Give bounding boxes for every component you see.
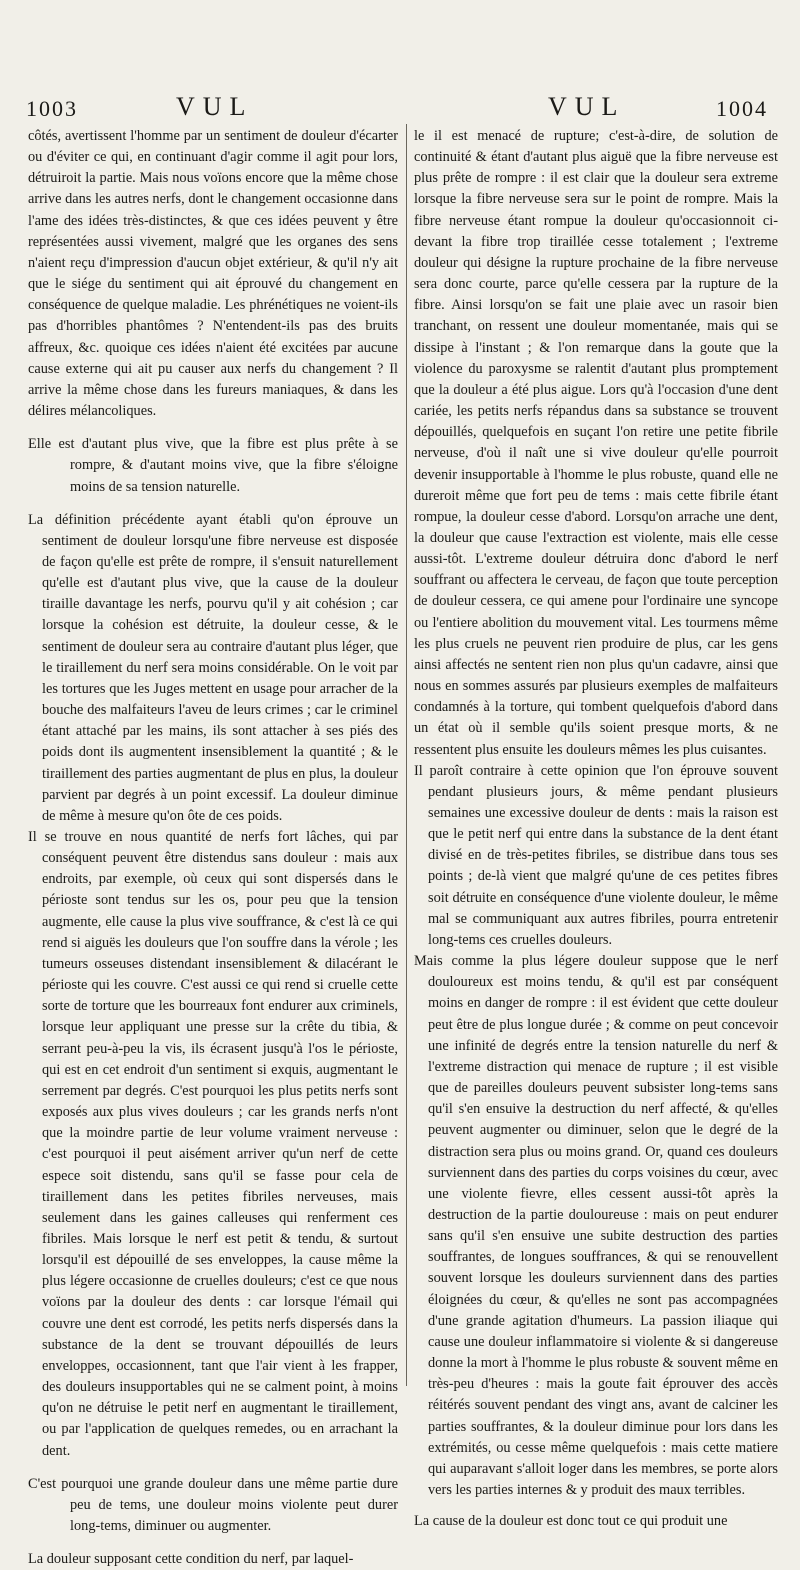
paragraph: côtés, avertissent l'homme par un sentiment de douleur d'écarter ou d'éviter ce qui, en continuant d'agir comme il agit pour lors, détruiroit la partie. Mais nous voïons encore que la même chose arrive dans les autres nerfs, dont le changement occasionne dans l'ame des idées très-distinctes, & que ces idées peuvent y être représentées aussi vivement, malgré que les organes des sens n'aient reçu d'impression d'aucun objet extérieur, & qu'il n'y ait que le siége du sentiment qui ait éprouvé du changement en conséquence de quelque maladie. Les phrénétiques ne voient-ils pas d'horribles phantômes ? N'entendent-ils pas des bruits affreux, &c. quoique ces idées n'aient été excitées par aucune cause externe qui ait pu causer aux nerfs du changement ? Il arrive la même chose dans les fureurs maniaques, & dans les délires mélancoliques.	[28, 128, 398, 420]
running-header	[0, 92, 800, 122]
paragraph: Mais comme la plus légere douleur suppose que le nerf douloureux est moins tendu, & qu'il est par conséquent moins en danger de rompre : il est évident que cette douleur peut être de plus longue durée ; & comme on peut concevoir une infinité de degrés entre la tension naturelle du nerf & l'extreme distraction qui menace de rupture ; il est visible que de pareilles douleurs peuvent subsister long-tems sans qu'il s'en ensuive la destruction du nerf affecté, & qu'elles peuvent augmenter ou diminuer, selon que le degré de la distraction sera plus ou moins grand. Or, quand ces douleurs surviennent dans des parties du corps voisines du cœur, avec une violente fievre, elles cessent aussi-tôt après la destruction de la partie douloureuse : mais on peut endurer sans qu'il s'en ensuive une subite destruction des parties souffrantes, de longues souffrances, & qui se renouvellent souvent lorsque les douleurs surviennent dans des parties éloignées du cœur, & qu'elles ne sont pas accompagnées d'une grande agitation d'humeurs. La passion iliaque qui cause une douleur inflammatoire si violente & si dangereuse donne la mort à l'homme le plus robuste & souvent même en très-peu d'heures : mais la goute fait éprouver des accès réitérés souvent pendant des vingt ans, avant de calciner les parties souffrantes, & la douleur diminue pour lors dans les extrémités, ou cesse même quelquefois : mais cette matiere qui auparavant s'alloit loger dans les membres, se porte alors vers les parties internes & y produit des maux terribles.	[414, 953, 778, 1498]
thesis-statement: C'est pourquoi une grande douleur dans une même partie dure peu de tems, une douleur moins violente peut durer long-tems, diminuer ou augmenter.	[28, 1475, 398, 1534]
paragraph: Il se trouve en nous quantité de nerfs fort lâches, qui par conséquent peuvent être distendus sans douleur : mais aux endroits, par exemple, où ceux qui sont dispersés dans le périoste sont tendus sur les os, pour peu que la tension augmente, elle cause la plus vive souffrance, & c'est là ce qui rend si aiguës les douleurs que l'on souffre dans la vérole ; les tumeurs osseuses distendant insensiblement & dilacérant le périoste qui les couvre. C'est aussi ce qui rend si cruelle cette sorte de torture que les bourreaux font endurer aux criminels, lorsque leur appliquant une presse sur la crête du tibia, & serrant peu-à-peu la vis, ils écrasent jusqu'à l'os le périoste, qui est en cet endroit d'un sentiment si exquis, augmentant le serrement par degrés. C'est pourquoi les plus petits nerfs sont exposés aux plus vives douleurs ; car les grands nerfs n'ont que la moindre partie de leur volume vraiment nerveuse : c'est pourquoi il peut aisément arriver qu'un nerf de cette espece soit distendu, sans qu'il se fasse pour cela de tiraillement dans les petites fibriles nerveuses, mais seulement dans les gaines calleuses qui renferment ces fibriles. Mais lorsque le nerf est petit & tendu, & surtout lorsqu'il est dépouillé de ses enveloppes, la cause même la plus légere occasionne de cruelles douleurs; c'est ce que nous voïons par la douleur des dents : car lorsque l'émail qui couvre une dent est corrodé, les petits nerfs dispersés dans la substance de la dent se trouvant dépouillés de leurs enveloppes, occasionnent, tant que l'air vient à les frapper, des douleurs insupportables qui ne se calment point, à moins qu'on ne détruise le petit nerf en augmentant le tiraillement, ou par l'application de quelques remedes, ou en arrachant la dent.	[28, 829, 398, 1459]
paragraph: le il est menacé de rupture; c'est-à-dire, de solution de continuité & étant d'autant plus aiguë que la fibre nerveuse est plus prête de rompre : il est clair que la douleur sera extreme lorsque la fibre nerveuse sera sur le point de rompre. Mais la fibre nerveuse étant rompue la douleur qu'occasionnoit ci-devant la fibre trop tiraillée cesse totalement ; l'extreme douleur qui désigne la rupture prochaine de la fibre nerveuse sera donc courte, parce qu'elle cessera par la rupture de la fibre. Ainsi lorsqu'on se fait une plaie avec un rasoir bien tranchant, on ressent une douleur momentanée, mais qui se dissipe à l'instant ; & l'on remarque dans la goute que la violence du paroxysme se ralentit d'autant plus promptement que la douleur a été plus aigue. Lors qu'à l'occasion d'une dent cariée, les petits nerfs répandus dans sa substance se trouvent dépouillés, quelquefois en suçant l'on retire une petite fibrile nerveuse, d'où il naît une si vive douleur qu'elle pourroit devenir insupportable à l'homme le plus robuste, quand elle ne dureroit même que fort peu de tems : mais cette fibrile étant rompue, la douleur cesse d'abord. Lorsqu'on arrache une dent, la douleur que cause l'extraction est violente, mais elle cesse aussi-tôt. L'extreme douleur détruira donc d'abord le nerf souffrant ou affectera le cerveau, de façon que toute perception de douleur cessera, ce qui amene pour l'ordinaire une syncope ou l'entiere abolition du mouvement vital. Les tourmens même les plus cruels ne peuvent rien produire de plus, car les gens ainsi affectés ne sentent rien non plus qu'un cadavre, ainsi que nous en sommes assurés par plusieurs exemples de malfaiteurs condamnés à la torture, qui tombent quelquefois d'abord dans un état où il semble qu'ils soient presque morts, & ne ressentent plus ensuite les douleurs mêmes les plus cuisantes.	[414, 128, 778, 758]
left-page-number: 1003	[26, 96, 78, 121]
paragraph: La définition précédente ayant établi qu'on éprouve un sentiment de douleur lorsqu'une fibre nerveuse est disposée de façon qu'elle est prête de rompre, il s'ensuit naturellement qu'elle est d'autant plus vive, que la cause de la douleur tiraille davantage les nerfs, pourvu qu'il y ait cohésion ; car lorsque la cohésion est détruite, la douleur cesse, & le sentiment de douleur sera au contraire d'autant plus léger, que le tiraillement du nerf sera moins considérable. On le voit par les tortures que les Juges mettent en usage pour arracher de la bouche des malfaiteurs l'aveu de leurs crimes ; car le criminel étant attaché par les mains, ils sont attacher à ses piés des poids dont ils augmentent insensiblement la quantité ; & le tiraillement des parties augmentant de plus en plus, la douleur parvient par degrés à un point excessif. La douleur diminue de même à mesure qu'on ôte de ces poids.	[28, 511, 398, 824]
paragraph-continues: La cause de la douleur est donc tout ce qui produit une	[414, 1513, 728, 1530]
paragraph-continues: La douleur supposant cette condition du nerf, par laquel-	[28, 1551, 354, 1568]
column-divider	[406, 124, 407, 1386]
right-page-number: 1004	[716, 96, 768, 121]
left-column	[28, 126, 398, 1570]
left-headword: VUL	[176, 92, 254, 121]
paragraph: Il paroît contraire à cette opinion que l'on éprouve souvent pendant plusieurs jours, & même pendant plusieurs semaines une excessive douleur de dents : mais la raison est que le petit nerf qui entre dans la substance de la dent étant divisé en de très-petites fibriles, se distribue dans tous ses points ; de-là vient que malgré qu'une de ces petites fibres soit détruite en conséquence d'une violente douleur, le même mal se communiquant aux autres fibriles, pourra entretenir long-tems ces cruelles douleurs.	[414, 762, 778, 948]
thesis-statement: Elle est d'autant plus vive, que la fibre est plus prête à se rompre, & d'autant moins vive, que la fibre s'éloigne moins de sa tension naturelle.	[28, 436, 398, 495]
right-headword: VUL	[548, 92, 626, 121]
right-column	[414, 126, 778, 1532]
